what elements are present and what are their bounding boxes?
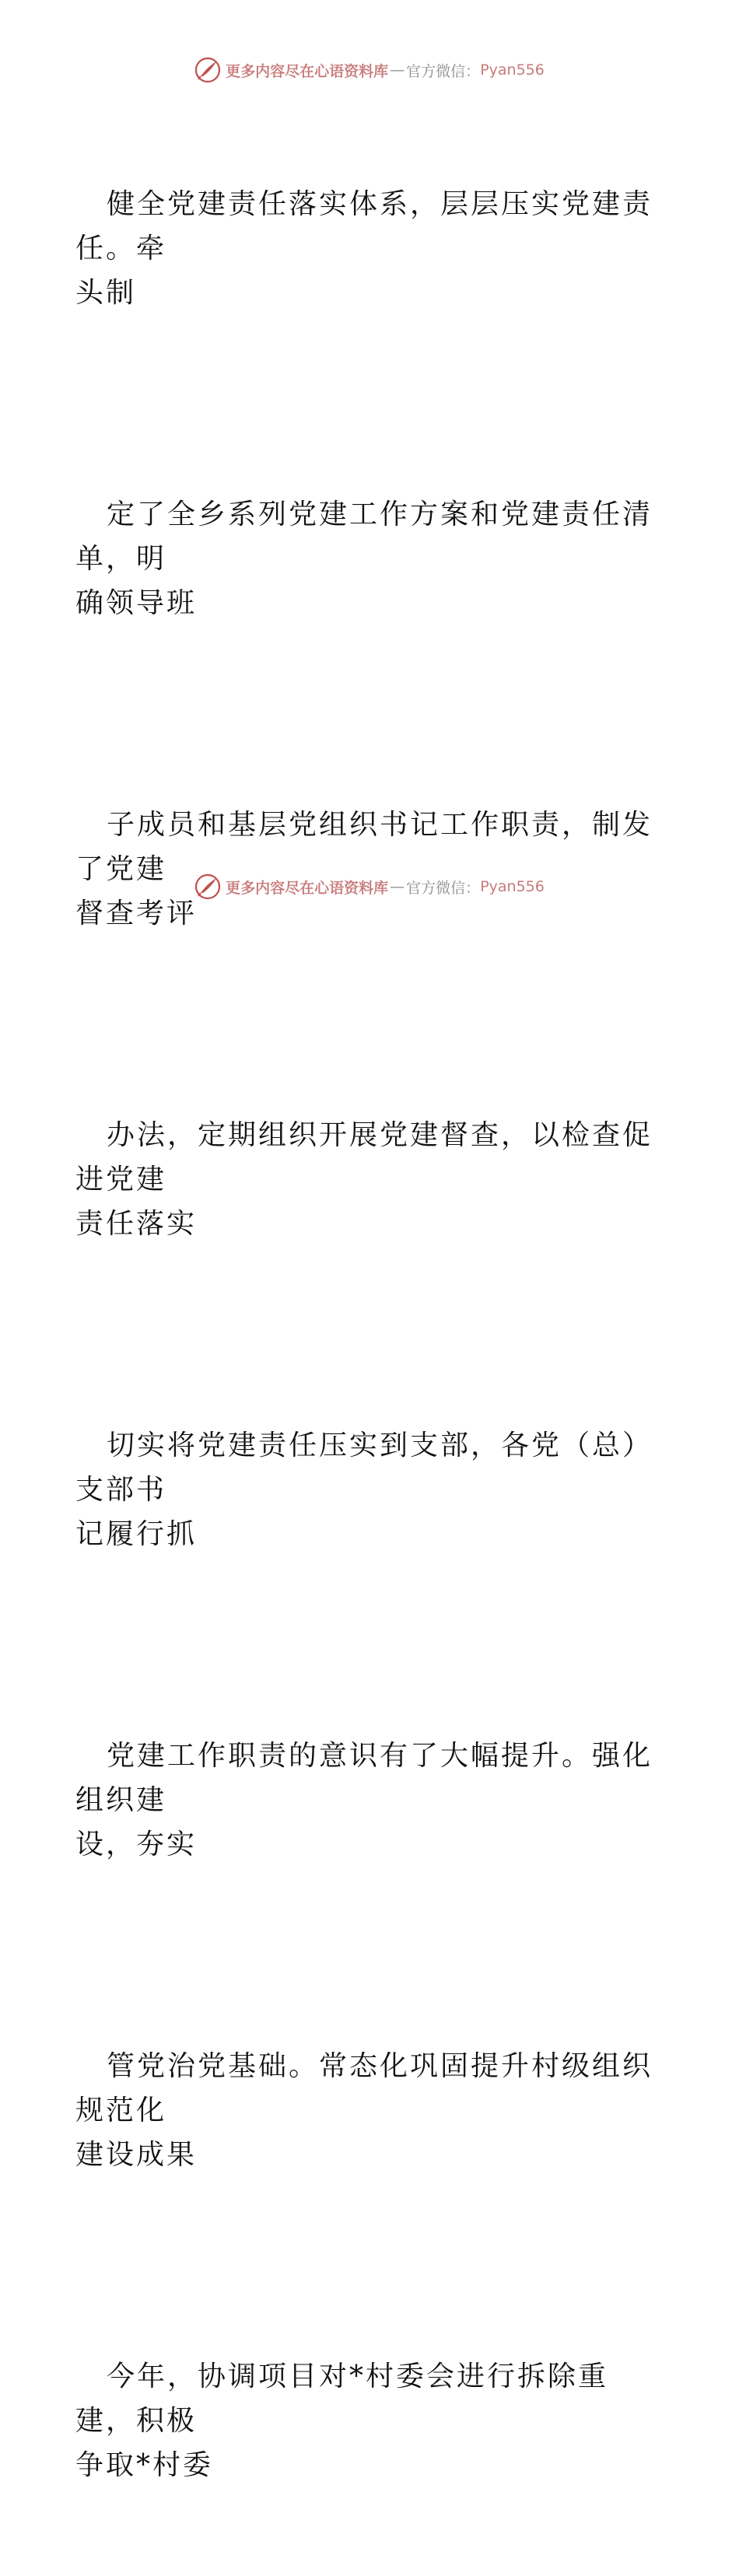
quill-pen-logo-icon xyxy=(194,873,221,900)
banner-official-label: 官方微信： xyxy=(406,62,481,80)
banner-brand-text: 更多内容尽在心语资料库 xyxy=(226,62,389,80)
paragraph-line: 切实将党建责任压实到支部，各党（总）支部书 xyxy=(75,1430,653,1506)
paragraph-line: 督查考评 xyxy=(75,898,198,929)
paragraph xyxy=(75,2266,667,2576)
banner-dash: — xyxy=(390,878,405,895)
banner-brand-text: 更多内容尽在心语资料库 xyxy=(226,879,389,897)
paragraph-line: 记履行抓 xyxy=(75,1518,198,1550)
document-body xyxy=(75,93,667,2576)
paragraph-line: 管党治党基础。常态化巩固提升村级组织规范化 xyxy=(75,2050,653,2126)
paragraph-line: 健全党建责任落实体系，层层压实党建责任。牵 xyxy=(75,188,653,264)
paragraph-line: 设，夯实 xyxy=(75,1829,198,1860)
header-watermark-banner xyxy=(0,54,739,86)
paragraph xyxy=(75,404,667,714)
paragraph-line: 党建工作职责的意识有了大幅提升。强化组织建 xyxy=(75,1740,653,1816)
paragraph xyxy=(75,714,667,1024)
paragraph xyxy=(75,1645,667,1955)
paragraph-line: 争取*村委 xyxy=(75,2449,214,2481)
paragraph-line: 建设成果 xyxy=(75,2139,198,2171)
banner-dash: — xyxy=(390,61,405,79)
paragraph xyxy=(75,1024,667,1335)
paragraph-line: 头制 xyxy=(75,277,137,309)
footer-watermark-banner xyxy=(0,871,739,902)
banner-official-label: 官方微信： xyxy=(406,879,481,897)
paragraph-line: 责任落实 xyxy=(75,1208,198,1240)
paragraph xyxy=(75,1335,667,1645)
paragraph-line: 子成员和基层党组织书记工作职责，制发了党建 xyxy=(75,809,653,885)
paragraph-line: 确领导班 xyxy=(75,587,198,619)
paragraph xyxy=(75,93,667,404)
paragraph-line: 今年，协调项目对*村委会进行拆除重建，积极 xyxy=(75,2361,609,2437)
paragraph-line: 办法，定期组织开展党建督查，以检查促进党建 xyxy=(75,1119,653,1195)
paragraph-line: 定了全乡系列党建工作方案和党建责任清单，明 xyxy=(75,499,653,575)
banner-wechat-handle: Pyan556 xyxy=(480,61,545,79)
quill-pen-logo-icon xyxy=(194,57,221,83)
paragraph xyxy=(75,1955,667,2266)
banner-wechat-handle: Pyan556 xyxy=(480,878,545,895)
